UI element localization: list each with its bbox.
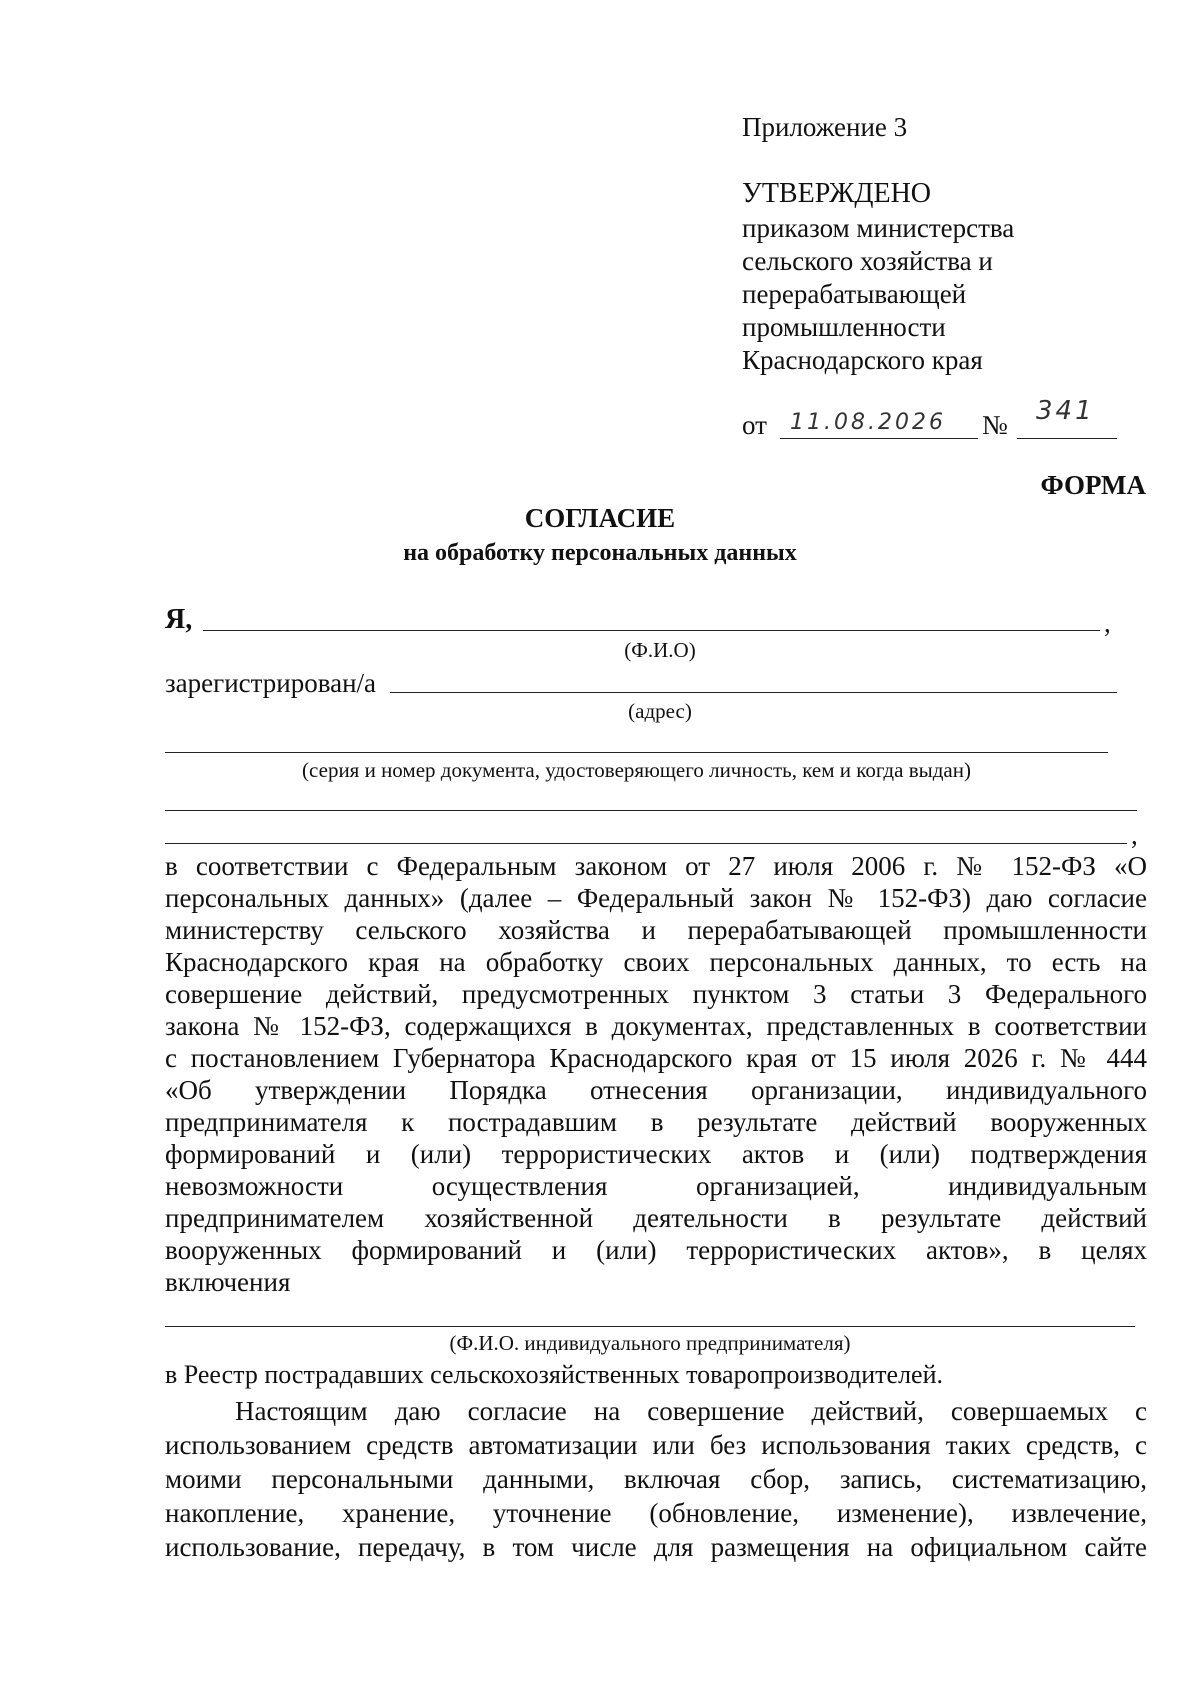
body2-line-3: моими персональными данными, включая сбор, запись, систематизацию, xyxy=(165,1464,1147,1494)
body-line-1: в соответствии с Федеральным законом от 27 июля 2006 г. № 152-ФЗ «О xyxy=(165,851,1147,881)
body-line-10: формирований и (или) террористических актов и (или) подтверждения xyxy=(165,1139,1147,1169)
registered-label: зарегистрирован/а xyxy=(165,668,377,698)
document-caption: (серия и номер документа, удостоверяющего личность, кем и когда выдан) xyxy=(302,758,971,782)
extra-comma: , xyxy=(1131,820,1138,850)
ip-caption: (Ф.И.О. индивидуального предпринимателя) xyxy=(449,1331,851,1355)
body-line-11: невозможности осуществления организацией, индивидуальным xyxy=(165,1171,1147,1201)
body-line-13: вооруженных формирований и (или) террористических актов», в целях xyxy=(165,1235,1147,1265)
document-field-line[interactable] xyxy=(165,752,1108,753)
order-number-underline xyxy=(1017,438,1117,439)
extra-field-line-2[interactable] xyxy=(165,843,1127,844)
approved-label: УТВЕРЖДЕНО xyxy=(742,178,932,209)
fio-comma: , xyxy=(1104,608,1111,638)
document-subtitle: на обработку персональных данных xyxy=(403,540,797,566)
order-number-label: № xyxy=(982,410,1008,440)
body-line-12: предпринимателем хозяйственной деятельности в результате действий xyxy=(165,1203,1147,1233)
approved-line-2: сельского хозяйства и xyxy=(742,246,993,276)
fio-field-line[interactable] xyxy=(203,630,1100,631)
approved-line-5: Краснодарского края xyxy=(742,345,983,375)
body-line-8: «Об утверждении Порядка отнесения организации, индивидуального xyxy=(165,1075,1147,1105)
document-title: СОГЛАСИЕ xyxy=(524,503,676,533)
body-line-2: персональных данных» (далее – Федеральный закон № 152-ФЗ) даю согласие xyxy=(165,883,1147,913)
ip-field-line[interactable] xyxy=(165,1326,1135,1327)
i-label: Я, xyxy=(165,604,193,635)
approved-line-4: промышленности xyxy=(742,312,946,342)
body-line-3: министерству сельского хозяйства и перерабатывающей промышленности xyxy=(165,915,1147,945)
order-number-handwritten: 341 xyxy=(1036,396,1095,426)
body2-line-1: Настоящим даю согласие на совершение действий, совершаемых с xyxy=(235,1396,1147,1426)
address-field-line[interactable] xyxy=(390,692,1117,693)
approved-line-3: перерабатывающей xyxy=(742,279,967,309)
registry-line: в Реестр пострадавших сельскохозяйственных товаропроизводителей. xyxy=(165,1360,944,1389)
body2-line-2: использованием средств автоматизации или без использования таких средств, с xyxy=(165,1430,1147,1460)
form-label: ФОРМА xyxy=(1040,470,1146,500)
body-line-6: закона № 152-ФЗ, содержащихся в документах, представленных в соответствии xyxy=(165,1011,1147,1041)
approved-line-1: приказом министерства xyxy=(742,213,1015,243)
order-date-underline xyxy=(780,438,978,439)
order-from-label: от xyxy=(742,410,767,440)
extra-field-line-1[interactable] xyxy=(165,810,1137,811)
order-date-handwritten: 11.08.2026 xyxy=(790,410,946,435)
body-line-5: совершение действий, предусмотренных пунктом 3 статьи 3 Федерального xyxy=(165,979,1147,1009)
fio-caption: (Ф.И.О) xyxy=(624,638,696,662)
body-line-9: предпринимателя к пострадавшим в результате действий вооруженных xyxy=(165,1107,1147,1137)
appendix-label: Приложение 3 xyxy=(742,112,908,142)
body2-line-4: накопление, хранение, уточнение (обновление, изменение), извлечение, xyxy=(165,1498,1147,1528)
address-caption: (адрес) xyxy=(628,699,692,723)
body-line-7: с постановлением Губернатора Краснодарского края от 15 июля 2026 г. № 444 xyxy=(165,1043,1147,1073)
body-line-14: включения xyxy=(165,1267,291,1297)
body2-line-5: использование, передачу, в том числе для размещения на официальном сайте xyxy=(165,1532,1147,1562)
body-line-4: Краснодарского края на обработку своих персональных данных, то есть на xyxy=(165,947,1147,977)
